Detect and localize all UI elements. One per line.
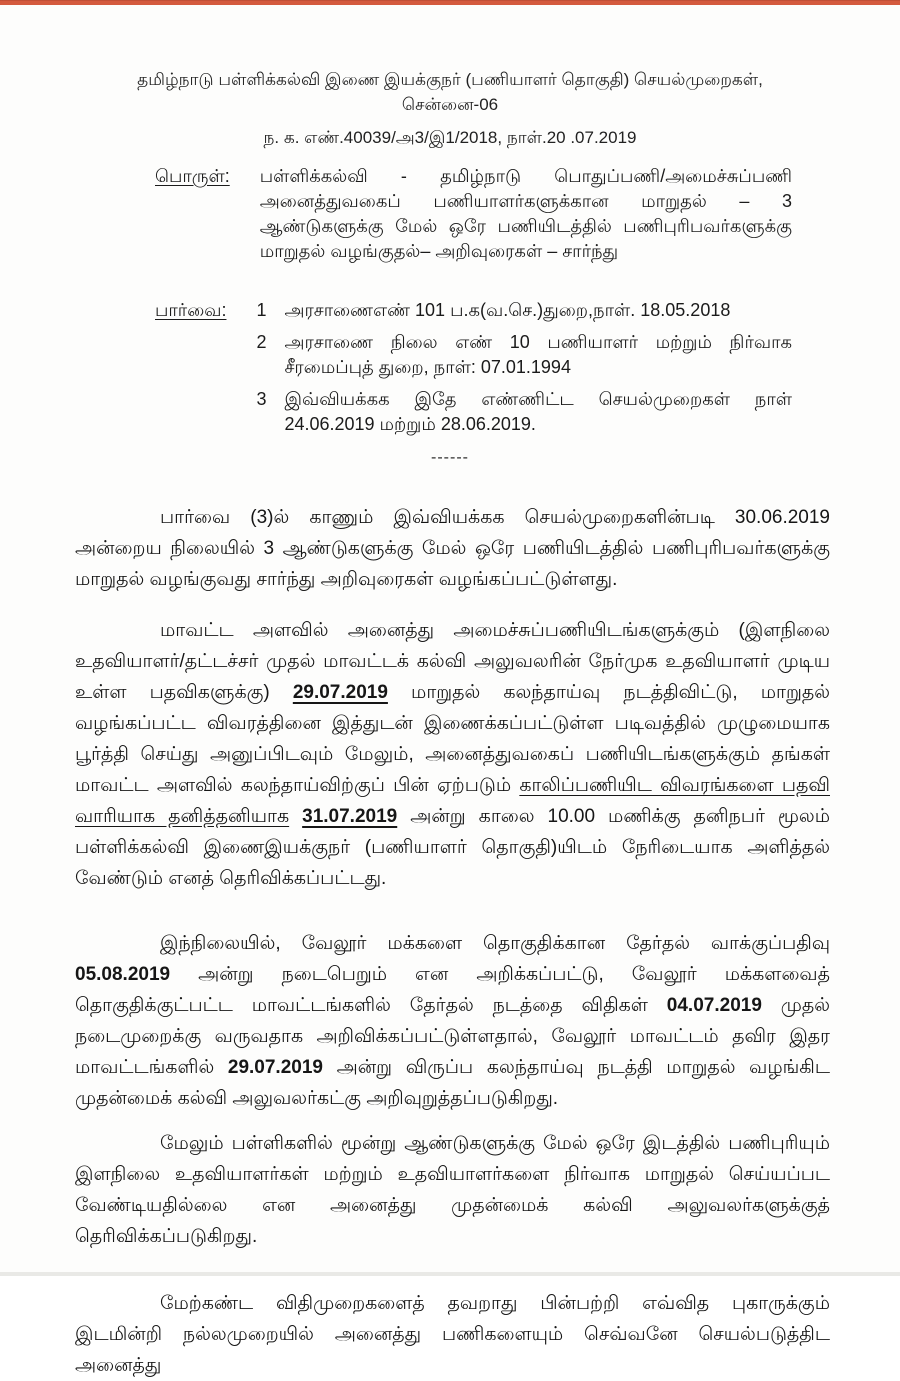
document-header [0,67,900,117]
text-segment: அன்று காலை 10.00 மணிக்கு தனிநபர் மூலம் பள்ளிக்கல்வி இணைஇயக்குநர் (பணியாளர் தொகுதி)யிடம் நேரிடையாக அளித்தல் வேண்டும் எனத் தெரிவிக்கப்பட்டது. [75,806,830,889]
reference-item-number: 2 [256,332,267,352]
reference-item-text: அரசாணைஎண் 101 ப.க(வ.செ.)துறை,நாள். 18.05.2018 [284,300,731,320]
body-paragraph-3 [75,928,830,1114]
reference-item-number: 3 [256,389,267,409]
references-list [256,298,792,444]
text-segment: இந்நிலையில், வேலூர் மக்களை தொகுதிக்கான தேர்தல் வாக்குப்பதிவு [160,933,830,954]
text-segment: மேலும் பள்ளிகளில் மூன்று ஆண்டுகளுக்கு மேல் ஒரே இடத்தில் பணிபுரியும் இளநிலை உதவியாளர்கள் மற்றும் உதவியாளர்களை நிர்வாக மாறுதல் செய்யப்பட வேண்டியதில்லை என அனைத்து முதன்மைக் கல்வி அலுவலர்களுக்குத் தெரிவிக்கப்படுகிறது. [75,1133,830,1247]
text-segment-underline: காலிப்பணியிட விவரங்களை பதவி வாரியாக தனித்தனியாக [75,775,830,827]
text-segment: மாறுதல் கலந்தாய்வு நடத்திவிட்டு, மாறுதல் வழங்கப்பட்ட விவரத்தினை இத்துடன் இணைக்கப்பட்டுள்ள படிவத்தில் முழுமையாக பூர்த்தி செய்து அனுப்பிடவும் மேலும், அனைத்துவகைப் பணியிடங்களுக்கும் தங்கள் மாவட்ட அளவில் கலந்தாய்விற்குப் பின் ஏற்படும் [75,682,830,796]
reference-item-text: இவ்வியக்கக இதே எண்ணிட்ட செயல்முறைகள் நாள் 24.06.2019 மற்றும் 28.06.2019. [284,389,792,434]
reference-number-line: ந. க. எண்.40039/அ3/இ1/2018, நாள்.20 .07.2019 [263,128,637,147]
top-accent-bar [0,0,900,5]
header-office-line1: தமிழ்நாடு பள்ளிக்கல்வி இணை இயக்குநர் (பணியாளர் தொகுதி) செயல்முறைகள், [137,70,763,89]
subject-text: பள்ளிக்கல்வி - தமிழ்நாடு பொதுப்பணி/அமைச்சுப்பணி அனைத்துவகைப் பணியாளர்களுக்கான மாறுதல் – 3 ஆண்டுகளுக்கு மேல் ஒரே பணியிடத்தில் பணிபுரிபவர்களுக்கு மாறுதல் வழங்குதல்– அறிவுரைகள் – சார்ந்து [259,166,792,261]
subject-section [155,164,792,264]
text-segment: பார்வை (3)ல் காணும் இவ்வியக்கக செயல்முறைகளின்படி 30.06.2019 அன்றைய நிலையில் 3 ஆண்டுகளுக்கு மேல் ஒரே பணியிடத்தில் பணிபுரிபவர்களுக்கு மாறுதல் வழங்குவது சார்ந்து அறிவுரைகள் வழங்கப்பட்டுள்ளது. [75,507,830,590]
reference-item [256,330,792,380]
body-paragraph-5 [75,1288,830,1381]
text-segment: அன்று நடைபெறும் என அறிக்கப்பட்டு, வேலூர் மக்களவைத் தொகுதிக்குட்பட்ட மாவட்டங்களில் தேர்தல் நடத்தை விதிகள் [75,964,830,1016]
text-segment: மேற்கண்ட விதிமுறைகளைத் தவறாது பின்பற்றி எவ்வித புகாருக்கும் இடமின்றி நல்லமுறையில் அனைத்து பணிகளையும் செவ்வனே செயல்படுத்திட அனைத்து [75,1293,830,1376]
reference-item-number: 1 [256,300,267,320]
text-segment-bold: 29.07.2019 [227,1057,323,1078]
text-segment: முதல் நடைமுறைக்கு வருவதாக அறிவிக்கப்பட்டுள்ளதால், வேலூர் மாவட்டம் தவிர இதர மாவட்டங்களில் [75,995,830,1078]
reference-item-text: அரசாணை நிலை எண் 10 பணியாளர் மற்றும் நிர்வாக சீரமைப்புத் துறை, நாள்: 07.01.1994 [284,332,792,377]
references-label: பார்வை: [155,300,227,320]
text-segment-bold-underline: 29.07.2019 [292,682,388,703]
body-paragraph-1 [75,502,830,595]
body-paragraph-2 [75,615,830,894]
document-body [75,502,830,1381]
text-segment: அன்று விருப்ப கலந்தாய்வு நடத்தி மாறுதல் வழங்கிட முதன்மைக் கல்வி அலுவலர்கட்கு அறிவுறுத்தப்படுகிறது. [75,1057,830,1109]
text-segment-bold: 05.08.2019 [75,964,171,985]
body-paragraph-4 [75,1128,830,1252]
page-bottom-edge [0,1272,900,1276]
text-segment: மாவட்ட அளவில் அனைத்து அமைச்சுப்பணியிடங்களுக்கும் (இளநிலை உதவியாளர்/தட்டச்சர் முதல் மாவட்டக் கல்வி அலுவலரின் நேர்முக உதவியாளர் முடிய உள்ள பதவிகளுக்கு) [75,620,830,703]
reference-item [256,298,792,323]
header-office-line2: சென்னை-06 [401,95,499,114]
text-segment-bold: 04.07.2019 [666,995,762,1016]
section-separator: ------ [431,449,469,466]
reference-item [256,387,792,437]
references-section [155,298,792,444]
text-segment [289,806,302,827]
text-segment-bold-underline: 31.07.2019 [302,806,398,827]
subject-label: பொருள்: [155,166,230,186]
